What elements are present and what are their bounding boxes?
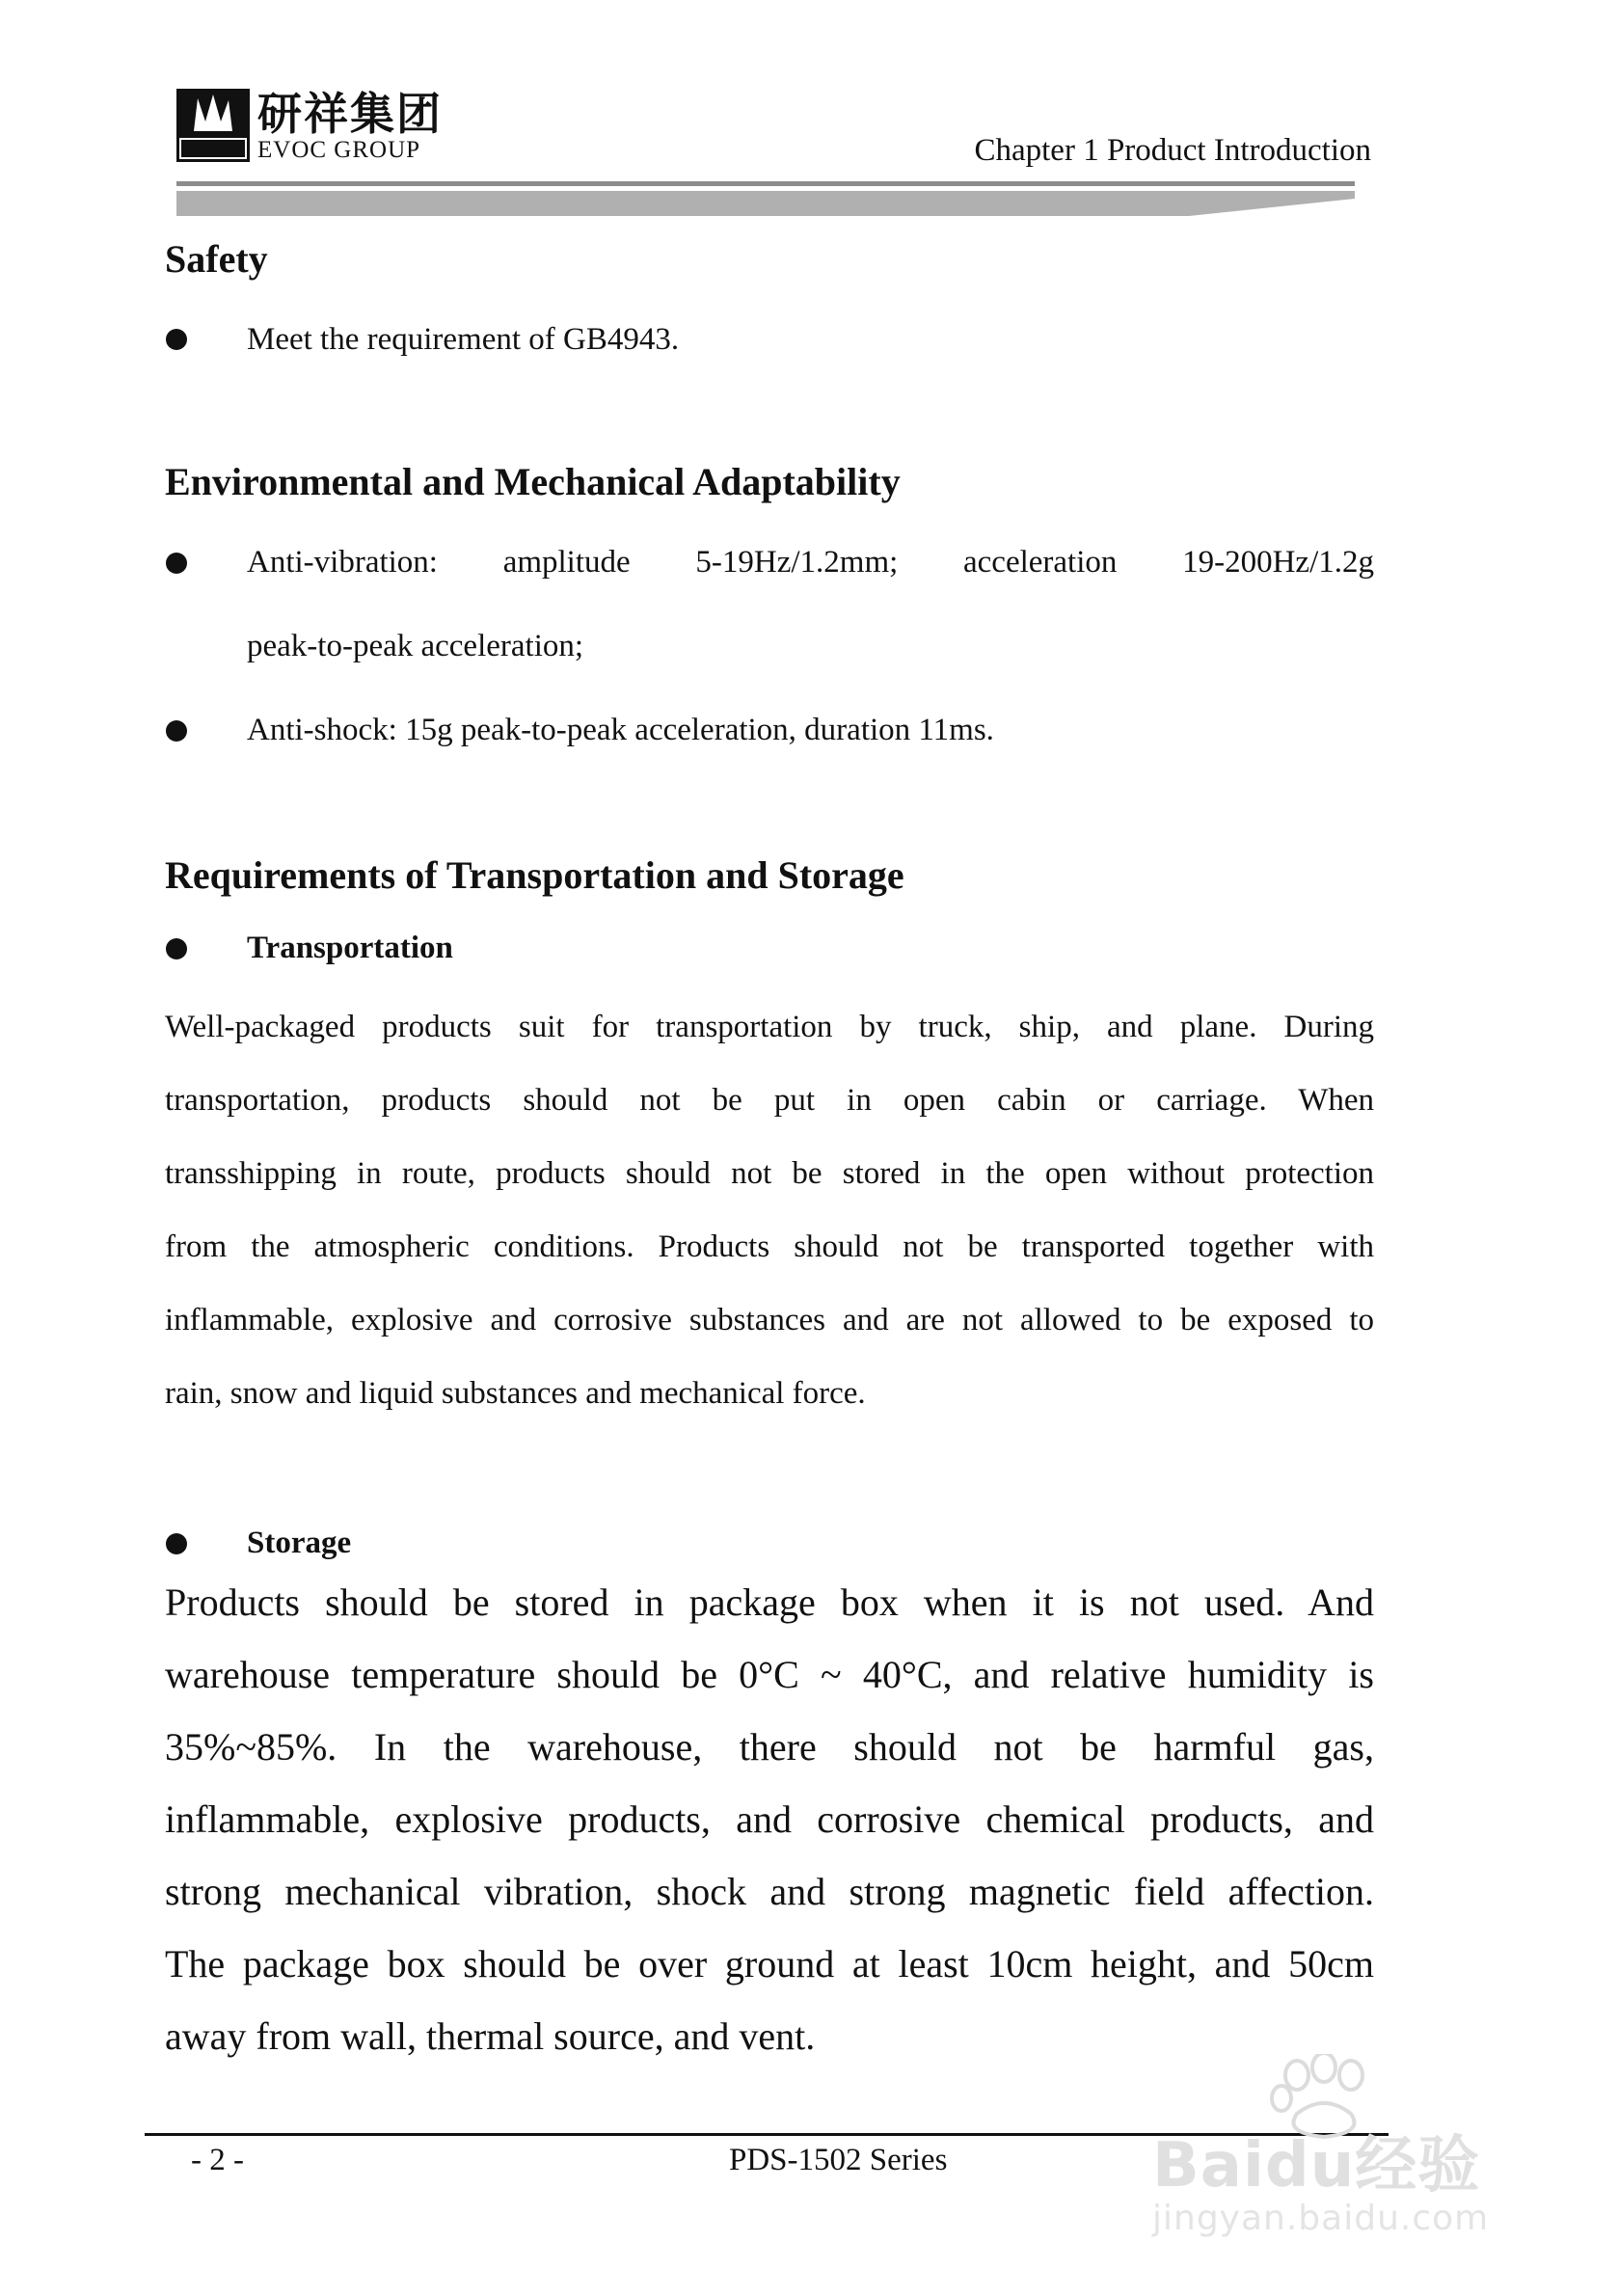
transportation-paragraph-line: transportation, products should not be put in open cabin or carriage. When xyxy=(165,1083,1374,1118)
storage-paragraph-line: warehouse temperature should be 0°C ~ 40°C, and relative humidity is xyxy=(165,1653,1374,1696)
transportation-paragraph-line: Well-packaged products suit for transportation by truck, ship, and plane. During xyxy=(165,1010,1374,1044)
storage-paragraph-line: 35%~85%. In the warehouse, there should not be harmful gas, xyxy=(165,1725,1374,1769)
storage-paragraph-line: inflammable, explosive products, and corrosive chemical products, and xyxy=(165,1797,1374,1841)
storage-paragraph-line: away from wall, thermal source, and vent. xyxy=(165,2014,816,2058)
bullet-icon xyxy=(166,938,187,959)
transportation-paragraph-line: inflammable, explosive and corrosive substances and are not allowed to be exposed to xyxy=(165,1303,1374,1337)
chapter-title: Chapter 1 Product Introduction xyxy=(974,133,1371,168)
section-title-transport-storage: Requirements of Transportation and Storage xyxy=(165,853,904,897)
baidu-watermark xyxy=(1143,2054,1548,2247)
product-series: PDS-1502 Series xyxy=(729,2143,948,2177)
storage-paragraph-line: Products should be stored in package box when it is not used. And xyxy=(165,1580,1374,1624)
transportation-paragraph-line: transshipping in route, products should not be stored in the open without protection xyxy=(165,1156,1374,1191)
header-divider xyxy=(176,181,1355,220)
vibration-text-line-2: peak-to-peak acceleration; xyxy=(247,629,584,663)
transportation-paragraph-line: from the atmospheric conditions. Products should not be transported together with xyxy=(165,1229,1374,1264)
transportation-label: Transportation xyxy=(247,931,453,965)
bullet-icon xyxy=(166,553,187,574)
storage-paragraph-line: The package box should be over ground at least 10cm height, and 50cm xyxy=(165,1942,1374,1985)
logo-chinese-name: 研祥集团 xyxy=(257,88,443,140)
bullet-icon xyxy=(166,1533,187,1554)
section-title-environmental: Environmental and Mechanical Adaptability xyxy=(165,460,901,503)
evoc-logo-icon xyxy=(176,89,250,162)
bullet-icon xyxy=(166,329,187,350)
bullet-icon xyxy=(166,720,187,742)
transportation-paragraph-line: rain, snow and liquid substances and mechanical force. xyxy=(165,1376,866,1411)
section-title-safety: Safety xyxy=(165,237,268,281)
page-number: - 2 - xyxy=(191,2143,244,2177)
watermark-url: jingyan.baidu.com xyxy=(1152,2199,1490,2238)
vibration-text-line-1: Anti-vibration: amplitude 5-19Hz/1.2mm; acceleration 19-200Hz/1.2g xyxy=(247,545,1374,580)
safety-item: Meet the requirement of GB4943. xyxy=(247,322,680,357)
logo-english-name: EVOC GROUP xyxy=(257,137,421,163)
company-logo xyxy=(176,89,456,164)
storage-paragraph-line: strong mechanical vibration, shock and strong magnetic field affection. xyxy=(165,1870,1374,1913)
shock-text: Anti-shock: 15g peak-to-peak acceleration, duration 11ms. xyxy=(247,713,994,747)
storage-label: Storage xyxy=(247,1526,352,1560)
watermark-brand: Baidu经验 xyxy=(1152,2130,1481,2201)
